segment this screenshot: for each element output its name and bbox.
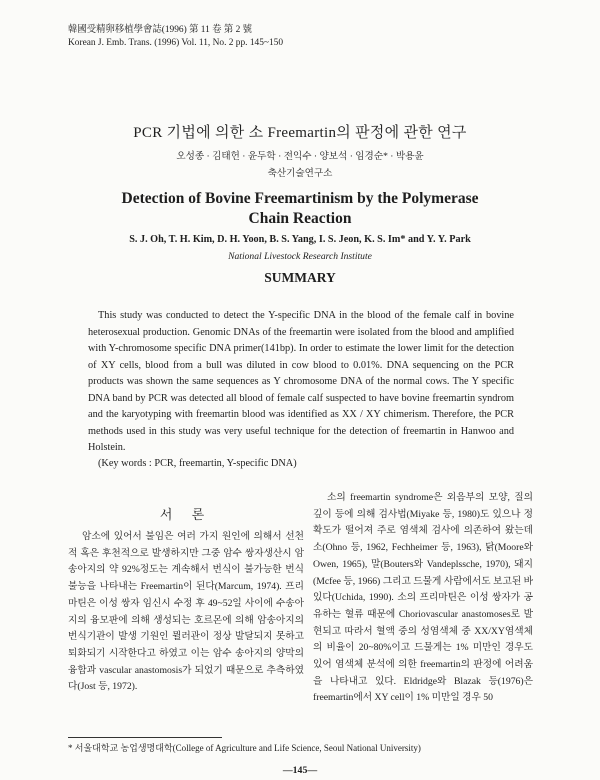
english-title-line-2: Chain Reaction [248,210,352,227]
abstract-text: This study was conducted to detect the Y-specific DNA in the blood of the female calf in bovine heterosexual production. Genomic DNAs of the freemartin were isolated from the blood and amplified with Y-chromosome specific DNA primer(141bp). In order to estimate the lower limit for the detection of XY cells, blood from a bull was diluted in cow blood to 0.01%. DNA sequencing on the PCR products was shown the same sequences as Y chromosome DNA of the normal cows. The Y specific DNA band by PCR was detected all blood of female calf suspected to have bovine freemartin syndrom and the karyotyping with freemartin blood was identified as XX / XY chimerism. Therefore, the PCR methods used in this study was very useful technique for the detection of freemartin in Hanwoo and Holstein. [88,310,514,453]
journal-header [68,24,283,50]
footnote: * 서울대학교 농업생명대학(College of Agriculture and Life Science, Seoul National University) [68,743,421,753]
left-column [68,529,304,696]
right-column-text: 소의 freemartin syndrome은 외음부의 모양, 질의 깊이 등에 의해 검사법(Miyake 등, 1980)도 있으나 정확도가 떨어져 주로 염색체 검사에 의존하여 왔는데 소(Ohno 등, 1962, Fechheimer 등, 1963), 닭(Moore와 Owen, 1965), 말(Bouters와 Vandeplssche, 1970), 돼지(Mcfee 등, 1966) 그리고 드물게 사람에서도 보고된 바 있다(Uchida, 1990). 소의 프리마틴은 이성 쌍자가 공유하는 혈류 때문에 Choriovascular anastomoses로 발현되고 따라서 혈액 중의 성염색체 중 XX/XY염색체의 비율이 20~80%이고 드물게는 1% 미만인 경우도 있어 염색체 분석에 의한 freemartin의 판정에 어려움을 나타내고 있다. Eldridge와 Blazak 등(1976)은 freemartin에서 XY cell이 1% 미만일 경우 50 [313,492,533,704]
korean-institution: 축산기술연구소 [267,168,333,179]
left-column-text: 암소에 있어서 불임은 여러 가지 원인에 의해서 선천적 혹은 후천적으로 발생하지만 그중 암수 쌍자생산시 암송아지의 약 92%정도는 계속해서 번식이 불가능한 번식 불능을 나타내는 Freemartin이 된다(Marcum, 1974). 프리마틴은 이성 쌍자 임신시 수정 후 49~52일 사이에 수송아지의 융모판에 의해 생성되는 호르몬에 의해 암송아지의 번식기관이 발생 기원인 뮐러관이 정상 발달되지 못하고 퇴화되기 시작한다고 하였고 이는 암수 송아지의 양막의 융합과 vascular anastomosis가 되었기 때문으로 추측하였다(Jost 등, 1972). [68,531,304,693]
english-title [0,189,600,229]
korean-title: PCR 기법에 의한 소 Freemartin의 판정에 관한 연구 [133,125,467,141]
journal-line-korean: 韓國受精卵移植學會誌(1996) 第 11 卷 第 2 號 [68,25,253,35]
footnote-rule [68,737,222,738]
keywords: (Key words : PCR, freemartin, Y-specific DNA) [98,458,297,469]
korean-authors: 오성종 · 김태헌 · 윤두학 · 전익수 · 양보석 · 임경순* · 박용윤 [176,151,424,162]
right-column [313,490,533,707]
english-title-line-1: Detection of Bovine Freemartinism by the Polymerase [121,190,479,207]
english-institution: National Livestock Research Institute [228,251,372,262]
journal-line-english: Korean J. Emb. Trans. (1996) Vol. 11, No. 2 pp. 145~150 [68,38,284,48]
page-number: —145— [282,765,318,776]
abstract [88,308,514,457]
english-authors: S. J. Oh, T. H. Kim, D. H. Yoon, B. S. Yang, I. S. Jeon, K. S. Im* and Y. Y. Park [129,234,471,245]
introduction-heading: 서 론 [159,507,213,522]
summary-heading: SUMMARY [264,270,336,285]
